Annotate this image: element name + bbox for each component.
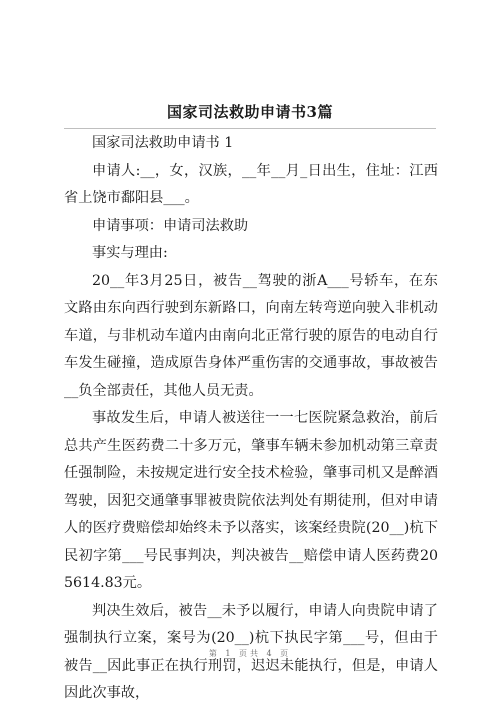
paragraph-enforcement: 判决生效后，被告__未予以履行，申请人向贵院申请了强制执行立案，案号为(20__)杭下执民字第___号，但由于被告__因此事正在执行刑罚，迟迟未能执行，但是，申请人因此次事故， <box>64 602 438 701</box>
page-footer: 第 1 页共 4 页 <box>208 649 292 658</box>
document-body <box>64 130 438 708</box>
paragraph-applicant: 申请人:__，女，汉族，__年__月_日出生，住址：江西省上饶市鄱阳县___。 <box>64 162 438 206</box>
document-title: 国家司法救助申请书3篇 <box>167 103 333 121</box>
paragraph-request: 申请事项：申请司法救助 <box>92 217 249 234</box>
paragraph-reasons-heading: 事实与理由: <box>92 245 168 261</box>
paragraph-treatment: 事故发生后，申请人被送往一一七医院紧急救治，前后总共产生医药费二十多万元，肇事车辆未参加机动第三章责任强制险，未按规定进行安全技术检验，肇事司机又是醉酒驾驶，因犯交通肇事罪被贵院依法判处有期徒刑，但对申请人的医疗费赔偿却始终未予以落实，该案经贵院(20__)杭下民初字第___号民事判决，判决被告__赔偿申请人医药费205614.83元。 <box>64 410 438 591</box>
paragraph-accident: 20__年3月25日，被告__驾驶的浙A___号轿车，在东文路由东向西行驶到东新路口，向南左转弯逆向驶入非机动车道，与非机动车道内由南向北正常行驶的原告的电动自行车发生碰撞，造成原告身体严重伤害的交通事故，事故被告__负全部责任，其他人员无责。 <box>64 272 438 399</box>
paragraph-heading: 国家司法救助申请书 1 <box>92 135 234 151</box>
title-divider <box>64 128 436 129</box>
